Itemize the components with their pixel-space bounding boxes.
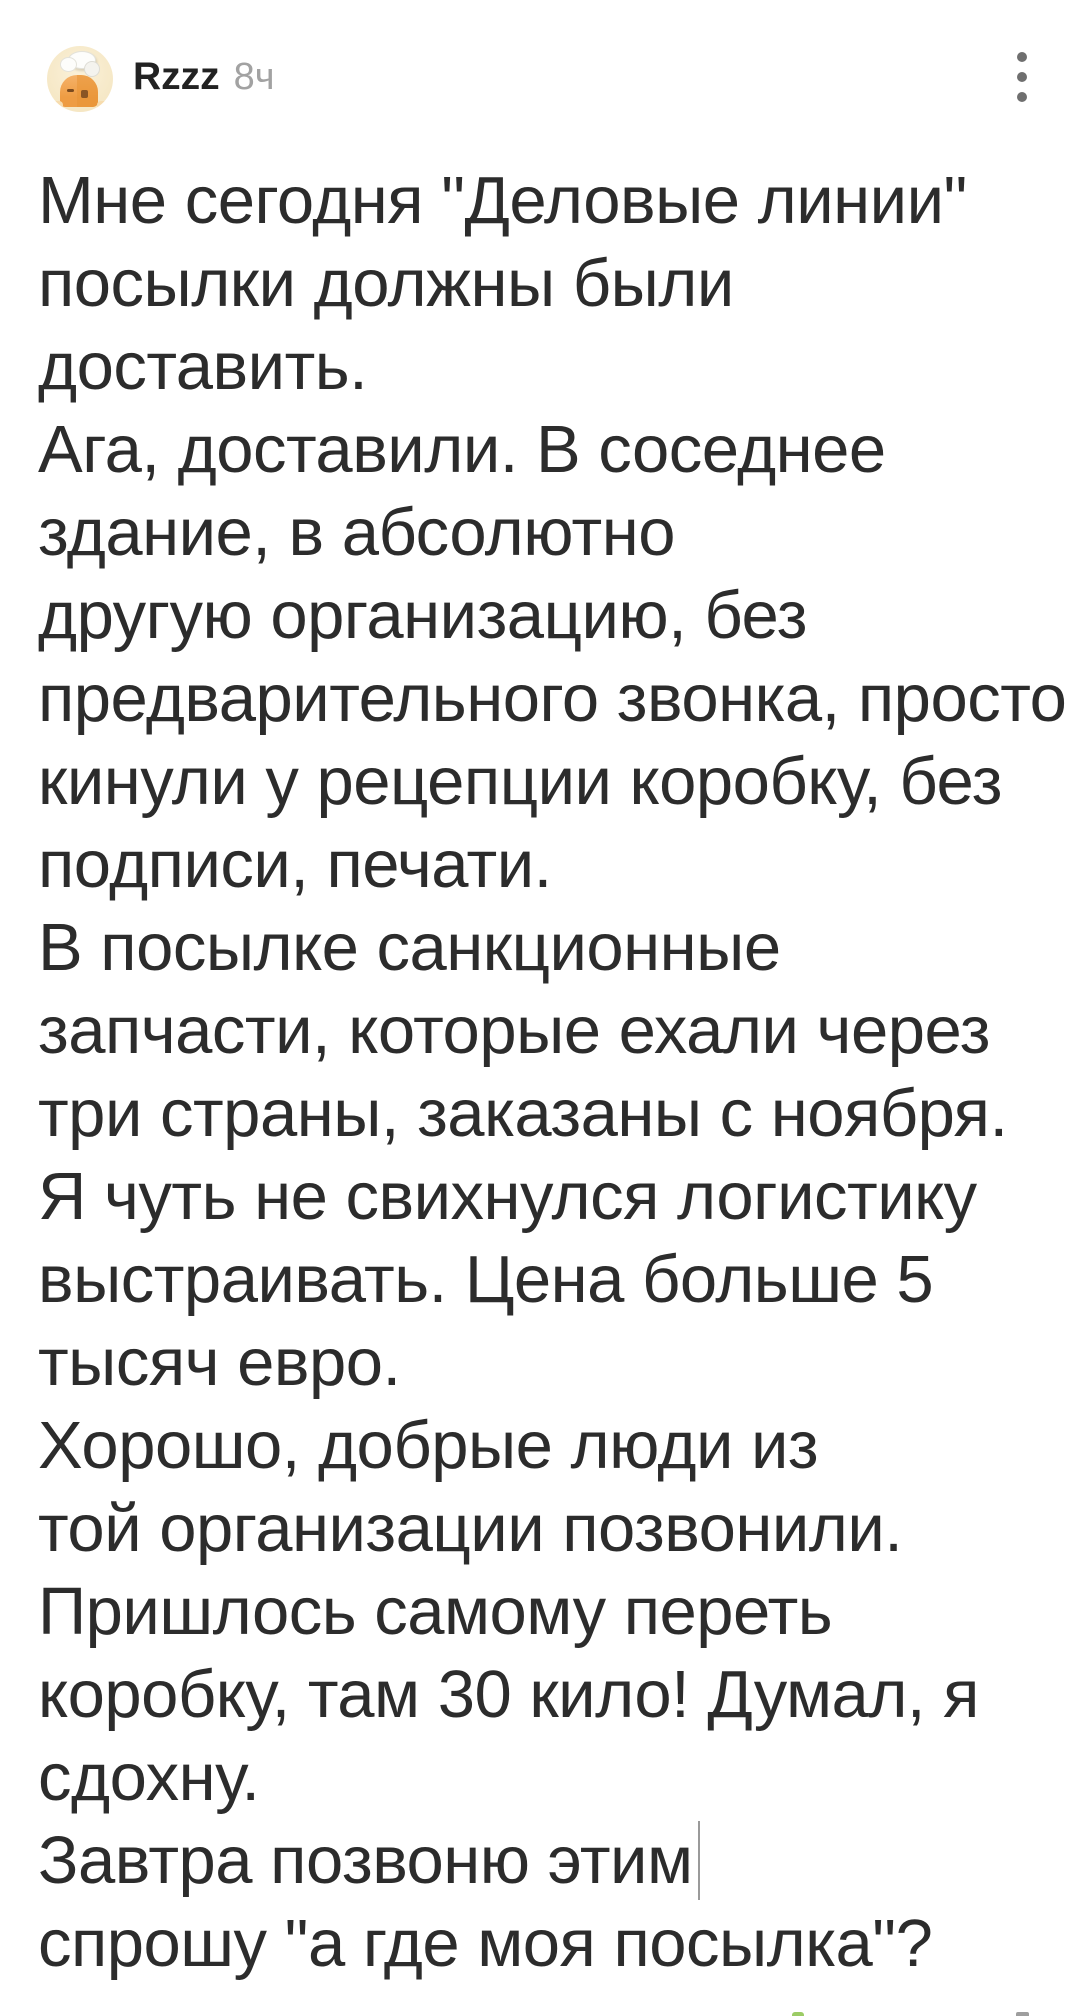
post-line-text: В посылке санкционные (38, 910, 781, 985)
post-line-text: той организации позвонили. (38, 1491, 903, 1566)
post-line (38, 1321, 1042, 1404)
post-line (38, 1819, 1042, 1902)
post-line-text: Ага, доставили. В соседнее (38, 412, 886, 487)
post-line (38, 1902, 1042, 1985)
avatar-eye-icon (67, 89, 74, 92)
timestamp: 8ч (233, 56, 275, 98)
footer-cutoff-row (0, 2010, 1080, 2016)
post-line (38, 1653, 1042, 1736)
user-line (133, 54, 275, 100)
post-line-text: Хорошо, добрые люди из (38, 1408, 819, 1483)
post-line-text: доставить. (38, 329, 368, 404)
post-line-text: коробку, там 30 кило! Думал, я (38, 1657, 979, 1732)
post-line-text: выстраивать. Цена больше 5 (38, 1242, 934, 1317)
post-line-text: тысяч евро. (38, 1325, 401, 1400)
post-line-text: подписи, печати. (38, 827, 552, 902)
post-line (38, 1072, 1042, 1155)
kebab-dot (1017, 72, 1027, 82)
avatar-hand (50, 101, 63, 109)
post-line-text: посылки должны были (38, 246, 734, 321)
post-line (38, 574, 1042, 657)
post-line-text: Я чуть не свихнулся логистику (38, 1159, 977, 1234)
kebab-menu-icon[interactable] (1006, 50, 1038, 104)
post-line (38, 989, 1042, 1072)
post-line (38, 408, 1042, 491)
post-text (38, 159, 1067, 1985)
post-line-text: другую организацию, без (38, 578, 807, 653)
post-line (38, 1487, 1042, 1570)
post-line-text: Завтра позвоню этим (38, 1823, 693, 1898)
post-line (38, 1155, 1042, 1238)
post-line (38, 1570, 1042, 1653)
post-line (38, 823, 1042, 906)
post-header (0, 0, 1080, 140)
kebab-dot (1017, 52, 1027, 62)
post-line-text: Мне сегодня "Деловые линии" (38, 163, 967, 238)
post-line (38, 1736, 1042, 1819)
post-line-text: Пришлось самому переть (38, 1574, 833, 1649)
post-line (38, 325, 1042, 408)
post-line (38, 1404, 1042, 1487)
post-line-text: спрошу "а где моя посылка"? (38, 1906, 933, 1981)
kebab-dot (1017, 92, 1027, 102)
avatar-hand (97, 101, 110, 109)
menu-icon-partial[interactable] (1016, 2012, 1029, 2016)
post-line-text: предварительного звонка, просто (38, 661, 1067, 736)
post-line-text: здание, в абсолютно (38, 495, 675, 570)
avatar-eye-icon (81, 90, 88, 98)
avatar[interactable] (47, 46, 113, 112)
chef-hat-icon (68, 51, 96, 69)
post-line (38, 491, 1042, 574)
post-line (38, 1238, 1042, 1321)
post-line (38, 242, 1042, 325)
redaction-box (698, 1821, 700, 1900)
post-line-text: кинули у рецепции коробку, без (38, 744, 1002, 819)
post-line-text: запчасти, которые ехали через (38, 993, 990, 1068)
post-line (38, 657, 1067, 740)
post-line (38, 159, 1042, 242)
post-line-text: сдохну. (38, 1740, 260, 1815)
post-line (38, 740, 1042, 823)
post-line-text: три страны, заказаны с ноября. (38, 1076, 1008, 1151)
rating-icon-partial[interactable] (792, 2012, 804, 2016)
username[interactable]: Rzzz (133, 55, 220, 98)
post-line (38, 906, 1042, 989)
